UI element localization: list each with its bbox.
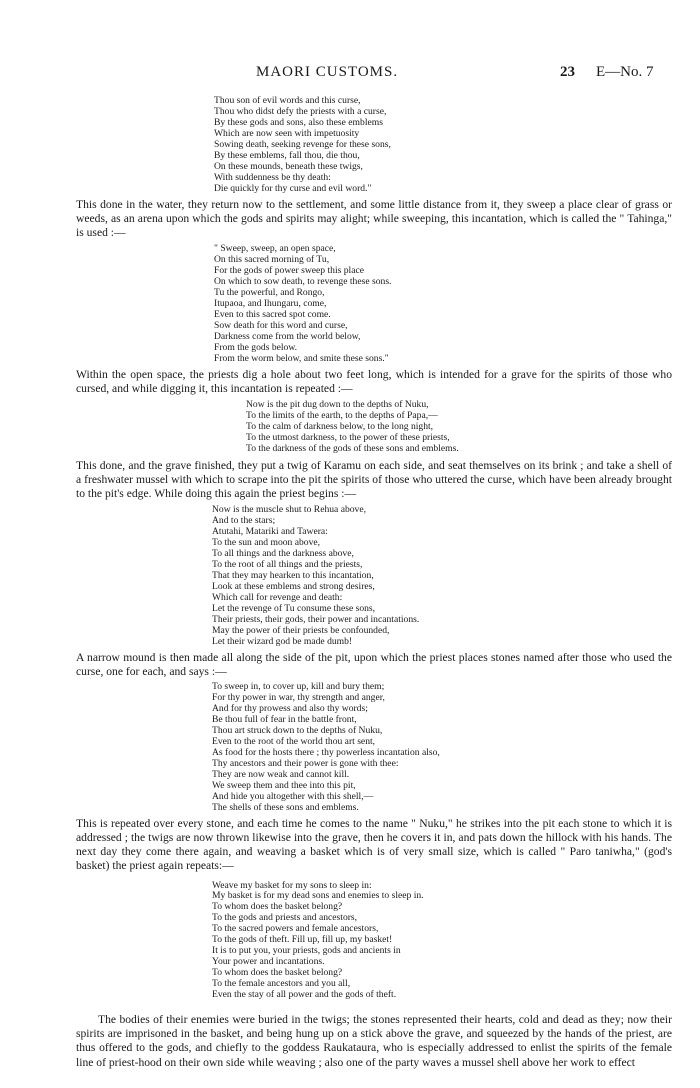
verse-line: Let their wizard god be made dumb!: [212, 635, 353, 647]
verse-line: And for thy prowess and also thy words;: [212, 703, 368, 715]
verse-line: Their priests, their gods, their power and incantations.: [212, 613, 420, 625]
verse-line: To the root of all things and the priests,: [212, 559, 363, 571]
verse-line: To the utmost darkness, to the power of these priests,: [246, 431, 450, 443]
verse-line: To the sacred powers and female ancestors,: [212, 923, 379, 935]
verse-line: Even the stay of all power and the gods of theft.: [212, 989, 397, 1001]
incantation-stones: [212, 682, 672, 813]
verse-line: May the power of their priests be confounded,: [212, 624, 390, 636]
paragraph-tahinga: This done in the water, they return now to the settlement, and some little distance from it, they sweep a place clear of grass or weeds, as an arena upon which the gods and spirits may alight; while sweeping, this incantation, which is called the " Tahinga," is used :—: [76, 197, 672, 239]
verse-line: Now is the pit dug down to the depths of Nuku,: [246, 399, 429, 411]
verse-line: Your power and incantations.: [212, 956, 325, 968]
verse-line: Weave my basket for my sons to sleep in:: [212, 879, 372, 891]
verse-line: Die quickly for thy curse and evil word.": [214, 182, 372, 194]
incantation-rehua: [212, 505, 672, 647]
verse-line: For the gods of power sweep this place: [214, 265, 365, 277]
verse-line: Itupaoa, and Ihungaru, come,: [214, 297, 327, 309]
verse-line: Thou who didst defy the priests with a curse,: [214, 105, 387, 117]
verse-line: Sow death for this word and curse,: [214, 319, 348, 331]
verse-line: Which are now seen with impetuosity: [214, 127, 360, 139]
verse-line: It is to put you, your priests, gods and ancients in: [212, 945, 401, 957]
verse-line: To the female ancestors and you all,: [212, 978, 351, 990]
verse-line: To the gods and priests and ancestors,: [212, 912, 358, 924]
verse-line: Thy ancestors and their power is gone with thee:: [212, 757, 399, 769]
verse-line: Darkness come from the world below,: [214, 330, 361, 342]
verse-line: Tu the powerful, and Rongo,: [214, 287, 325, 298]
verse-line: To whom does the basket belong?: [212, 901, 343, 913]
incantation-pit: [246, 400, 672, 455]
verse-line: To the sun and moon above,: [212, 537, 321, 549]
incantation-curse: [214, 96, 672, 195]
verse-line: Atutahi, Matariki and Tawera:: [212, 526, 328, 538]
paragraph-bodies: The bodies of their enemies were buried in the twigs; the stones represented their hearts, cold and dead as they; now their spirits are imprisoned in the basket, and being hung up on a stick above the grave, and squeezed by the hands of the priest, are thus offered to the gods, and chiefly to the goddess Raukataura, who is especially addressed to enlist the spirits of the female line of priest-hood on their own side while weaving ; also one of the party waves a mussel shell above her work to effect: [76, 1012, 672, 1069]
running-title: MAORI CUSTOMS.: [256, 64, 399, 80]
page-header: [0, 64, 700, 88]
page-number: 23: [560, 64, 575, 80]
verse-line: To the limits of the earth, to the depths of Papa,—: [246, 410, 438, 422]
verse-line: We sweep them and thee into this pit,: [212, 779, 356, 791]
verse-line: And to the stars;: [212, 515, 276, 527]
verse-line: My basket is for my dead sons and enemies to sleep in.: [212, 890, 424, 902]
incantation-tahinga: [214, 244, 672, 364]
paragraph-basket: This is repeated over every stone, and each time he comes to the name " Nuku," he strikes into the pit each stone to which it is addressed ; the twigs are now thrown likewise into the grave, then he covers it in, and pats down the hillock with his hands. The next day they come there again, and weaving a basket which is of very small size, which is called " Paro taniwha," (god's basket) the priest again repeats:—: [76, 816, 672, 873]
verse-line: Be thou full of fear in the battle front,: [212, 714, 357, 726]
verse-line: With suddenness be thy death:: [214, 171, 331, 183]
verse-line: Thou son of evil words and this curse,: [214, 95, 361, 106]
verse-line: And hide you altogether with this shell,—: [212, 790, 374, 802]
verse-line: To all things and the darkness above,: [212, 548, 354, 560]
verse-line: Sowing death, seeking revenge for these sons,: [214, 138, 391, 150]
verse-line: To sweep in, to cover up, kill and bury them;: [212, 681, 385, 693]
verse-line: The shells of these sons and emblems.: [212, 801, 359, 813]
verse-line: Let the revenge of Tu consume these sons,: [212, 603, 376, 615]
paragraph-mound: A narrow mound is then made all along the side of the pit, upon which the priest places stones named after those who used the curse, one for each, and says :—: [76, 650, 672, 679]
verse-line: Thou art struck down to the depths of Nuku,: [212, 725, 383, 737]
verse-line: By these gods and sons, also these emblems: [214, 116, 383, 128]
verse-line: As food for the hosts there ; thy powerless incantation also,: [212, 746, 440, 758]
verse-line: To whom does the basket belong?: [212, 967, 343, 979]
verse-line: Now is the muscle shut to Rehua above,: [212, 504, 367, 516]
verse-line: Even to the root of the world thou art sent,: [212, 736, 376, 748]
incantation-basket: [212, 881, 672, 1001]
verse-line: To the darkness of the gods of these sons and emblems.: [246, 442, 459, 454]
paragraph-grave: Within the open space, the priests dig a hole about two feet long, which is intended for a grave for the spirits of those who cursed, and while digging it, this incantation is repeated :—: [76, 367, 672, 395]
verse-line: By these emblems, fall thou, die thou,: [214, 149, 360, 161]
verse-line: On this sacred morning of Tu,: [214, 254, 330, 266]
verse-line: Look at these emblems and strong desires,: [212, 581, 375, 593]
paragraph-mussel: This done, and the grave finished, they put a twig of Karamu on each side, and seat themselves on its brink ; and take a shell of a freshwater mussel with which to scrape into the pit the spirits of those who uttered the curse, which have been already brought to the pit's edge. While doing this again the priest begins :—: [76, 458, 672, 501]
verse-line: On these mounds, beneath these twigs,: [214, 160, 363, 172]
verse-line: On which to sow death, to revenge these sons.: [214, 276, 392, 288]
verse-line: That they may hearken to this incantation,: [212, 570, 374, 582]
verse-line: Which call for revenge and death:: [212, 592, 343, 604]
verse-line: Even to this sacred spot come.: [214, 308, 331, 320]
verse-line: From the gods below.: [214, 341, 298, 353]
verse-line: " Sweep, sweep, an open space,: [214, 243, 336, 255]
verse-line: They are now weak and cannot kill.: [212, 768, 350, 780]
page-body: [76, 96, 672, 1070]
verse-line: To the gods of theft. Fill up, fill up, my basket!: [212, 934, 393, 946]
document-reference: E—No. 7: [596, 64, 654, 80]
verse-line: From the worm below, and smite these sons.": [214, 352, 389, 364]
verse-line: For thy power in war, thy strength and anger,: [212, 692, 385, 704]
verse-line: To the calm of darkness below, to the long night,: [246, 420, 434, 432]
